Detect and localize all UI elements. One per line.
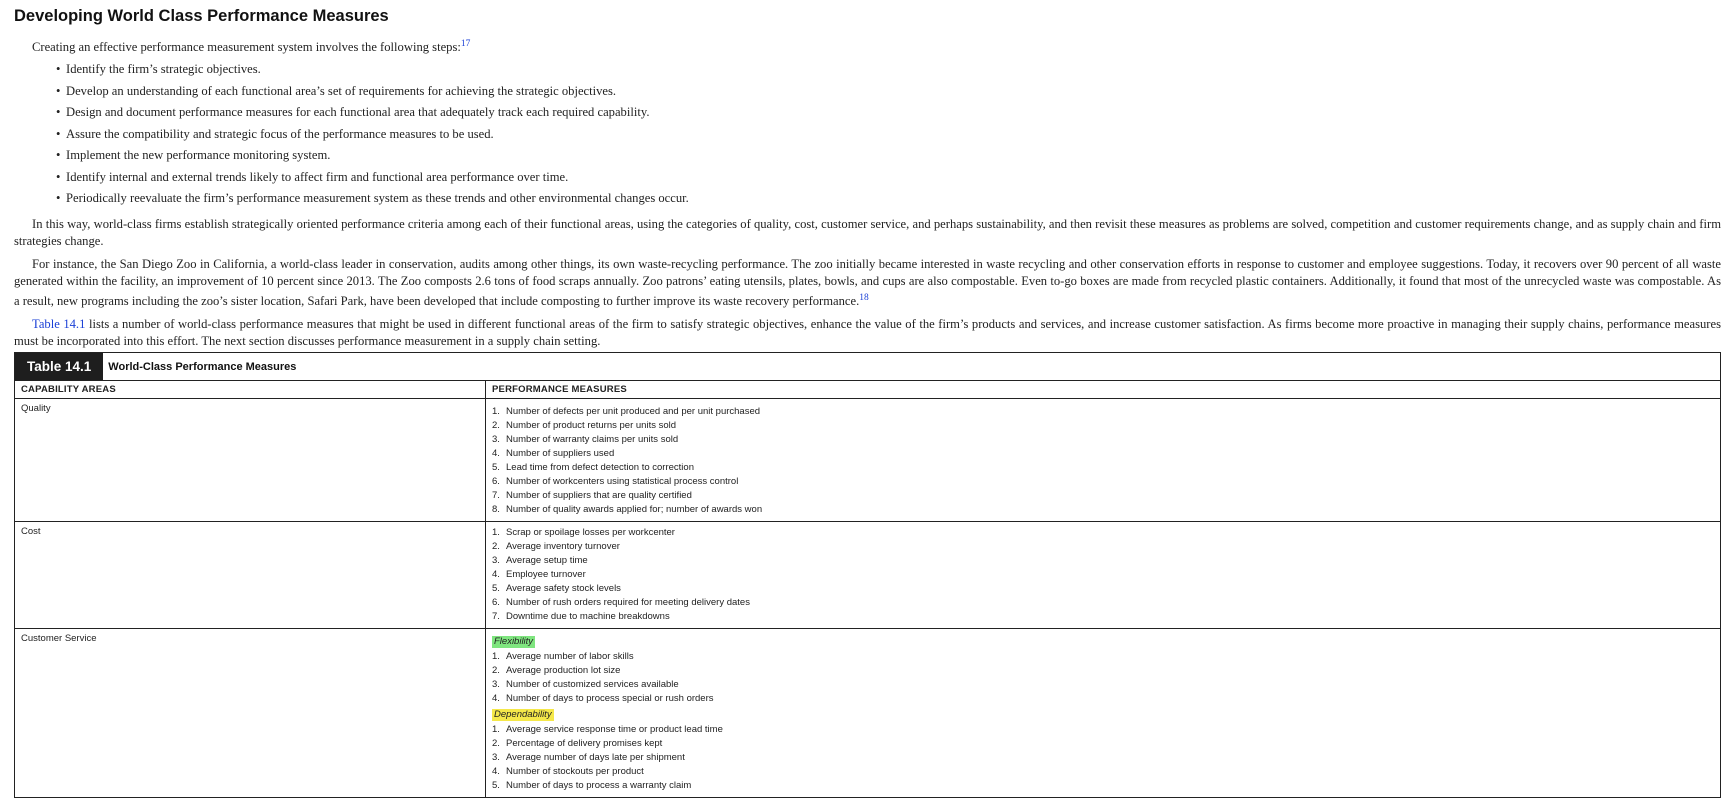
bullet-icon: • xyxy=(56,83,61,98)
intro-paragraph xyxy=(14,36,1721,56)
list-item: 5. Lead time from defect detection to correction xyxy=(492,462,694,473)
measures-cost xyxy=(486,522,1721,629)
column-header-measures: PERFORMANCE MEASURES xyxy=(486,381,1721,399)
capability-cost: Cost xyxy=(15,522,486,629)
document-page xyxy=(14,6,1721,350)
list-item: 7. Number of suppliers that are quality certified xyxy=(492,490,692,501)
list-item: 5. Number of days to process a warranty claim xyxy=(492,780,692,791)
list-item: 2. Number of product returns per units sold xyxy=(492,420,677,431)
list-item: 5. Average safety stock levels xyxy=(492,583,621,594)
measures-customer-service xyxy=(486,629,1721,798)
footnote-ref-18[interactable]: 18 xyxy=(859,292,869,303)
dependability-subheading: Dependability xyxy=(494,709,552,720)
list-item: 8. Number of quality awards applied for; number of awards won xyxy=(492,504,763,515)
list-item: • Assure the compatibility and strategic focus of the performance measures to be used. xyxy=(56,124,1721,146)
performance-measures-table xyxy=(14,352,1721,798)
list-item: 2. Average production lot size xyxy=(492,665,621,676)
capability-quality: Quality xyxy=(15,399,486,522)
list-item: • Develop an understanding of each functional area’s set of requirements for achieving the strategic objectives. xyxy=(56,81,1721,103)
list-item: 1. Average service response time or product lead time xyxy=(492,724,723,735)
table-14-1-link[interactable]: Table 14.1 xyxy=(32,316,86,331)
list-item: 4. Number of days to process special or rush orders xyxy=(492,693,714,704)
measures-quality xyxy=(486,399,1721,522)
list-item: 6. Number of rush orders required for meeting delivery dates xyxy=(492,597,750,608)
section-heading: Developing World Class Performance Measures xyxy=(14,7,389,25)
paragraph-world-class: In this way, world-class firms establish strategically oriented performance criteria among each of their functional areas, using the categories of quality, cost, customer service, and perhaps sustainability, and then revisit these measures as problems are solved, competition and customer requirements change, and as supply chain and firm strategies change. xyxy=(14,216,1721,248)
bullet-icon: • xyxy=(56,169,61,184)
intro-text: Creating an effective performance measurement system involves the following steps: xyxy=(32,40,461,55)
flexibility-subheading: Flexibility xyxy=(494,636,534,647)
table-row xyxy=(15,399,1720,522)
steps-list xyxy=(14,59,1721,210)
list-item: 4. Number of suppliers used xyxy=(492,448,615,459)
list-item: 4. Employee turnover xyxy=(492,569,586,580)
list-item: • Design and document performance measures for each functional area that adequately track each required capability. xyxy=(56,102,1721,124)
measures-table xyxy=(15,381,1720,798)
bullet-icon: • xyxy=(56,126,61,141)
bullet-icon: • xyxy=(56,105,61,120)
paragraph-san-diego-zoo: For instance, the San Diego Zoo in California, a world-class leader in conservation, audits among other things, its own waste-recycling performance. The zoo initially became interested in waste recycling and other conservation efforts in response to customer and employee suggestions. Today, it recovers over 90 percent of all waste generated within the facility, an improvement of 10 percent since 2013. The Zoo composts 2.6 tons of food scraps annually. Zoo patrons’ eating utensils, plates, bowls, and cups are also compostable. Even to-go boxes are made from recycled plastic containers. Additionally, it found that most of the unrecycled waste was compostable. As a result, new programs including the zoo’s sister location, Safari Park, have been developed that include composting to further improve its waste recovery performance.$^{18}$ xyxy=(14,256,1721,308)
list-item: • Implement the new performance monitoring system. xyxy=(56,145,1721,167)
capability-customer-service: Customer Service xyxy=(15,629,486,798)
table-row xyxy=(15,522,1720,629)
list-item: 1. Average number of labor skills xyxy=(492,651,634,662)
column-header-capability: CAPABILITY AREAS xyxy=(15,381,486,399)
footnote-ref-17[interactable]: 17 xyxy=(460,39,471,49)
list-item: 2. Average inventory turnover xyxy=(492,541,620,552)
list-item: 3. Number of customized services available xyxy=(492,679,679,690)
table-header-row xyxy=(15,381,1720,399)
bullet-icon: • xyxy=(56,148,61,163)
list-item: 3. Average number of days late per shipment xyxy=(492,752,685,763)
list-item: 3. Average setup time xyxy=(492,555,588,566)
list-item: 1. Number of defects per unit produced and per unit purchased xyxy=(492,406,761,417)
table-title: World-Class Performance Measures xyxy=(108,360,297,373)
paragraph-table-reference: Table 14.1 lists a number of world-class performance measures that might be used in different functional areas of the firm to satisfy strategic objectives, enhance the value of the firm’s products and services, and increase customer satisfaction. As firms become more proactive in managing their supply chains, performance measures must be incorporated into this effort. The next section discusses performance measurement in a supply chain setting. xyxy=(14,316,1721,348)
list-item: 7. Downtime due to machine breakdowns xyxy=(492,611,670,622)
list-item: • Identify internal and external trends likely to affect firm and functional area performance over time. xyxy=(56,167,1721,189)
table-caption xyxy=(15,353,1720,381)
table-number-badge: Table 14.1 xyxy=(15,353,103,380)
list-item: • Identify the firm’s strategic objectives. xyxy=(56,59,1721,81)
bullet-icon: • xyxy=(56,191,61,206)
bullet-icon: • xyxy=(56,62,61,77)
list-item: 2. Percentage of delivery promises kept xyxy=(492,738,663,749)
list-item: 1. Scrap or spoilage losses per workcenter xyxy=(492,527,675,538)
list-item: 3. Number of warranty claims per units sold xyxy=(492,434,679,445)
list-item: • Periodically reevaluate the firm’s performance measurement system as these trends and other environmental changes occur. xyxy=(56,188,1721,210)
list-item: 6. Number of workcenters using statistical process control xyxy=(492,476,739,487)
list-item: 4. Number of stockouts per product xyxy=(492,766,644,777)
table-row xyxy=(15,629,1720,798)
